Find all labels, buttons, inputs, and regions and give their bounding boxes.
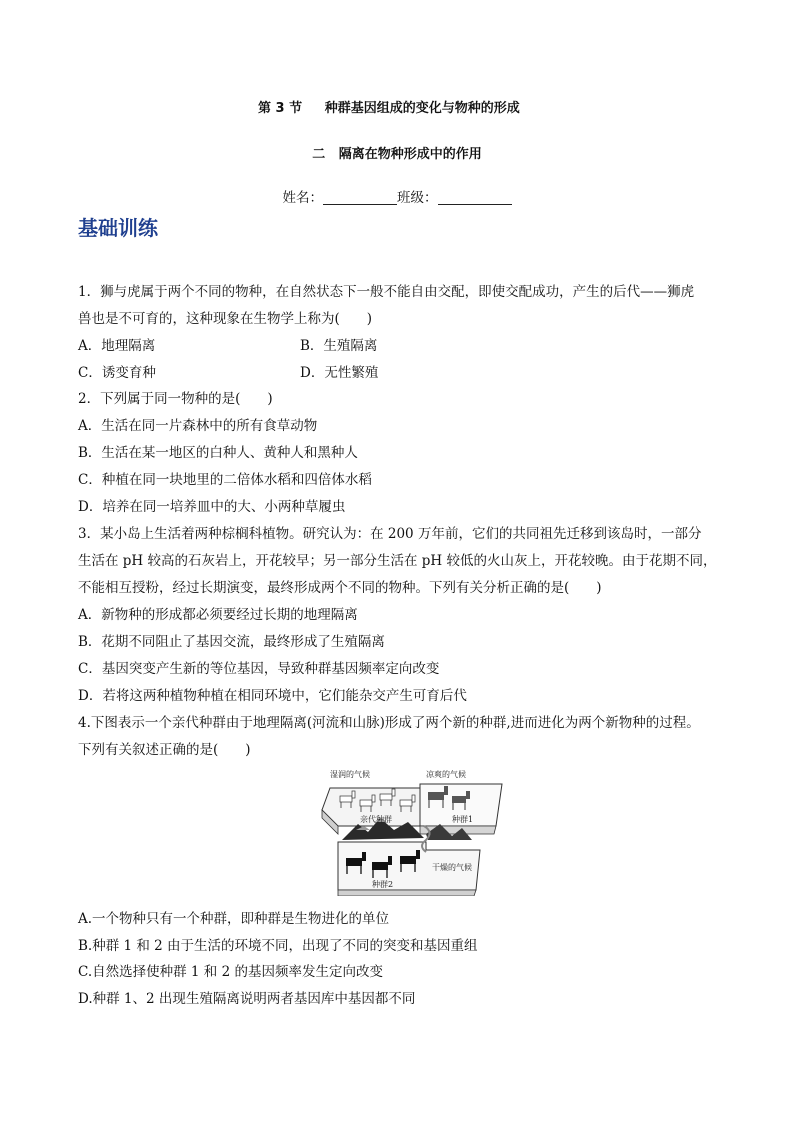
q3-option-a: A．新物种的形成都必须要经过长期的地理隔离 <box>78 607 358 623</box>
name-label: 姓名： <box>282 190 323 206</box>
label-parent: 亲代种群 <box>360 815 392 824</box>
q4-stem-line2: 下列有关叙述正确的是( ) <box>78 742 251 758</box>
q1-option-d: D．无性繁殖 <box>300 365 379 381</box>
q2-option-b: B．生活在某一地区的白种人、黄种人和黑种人 <box>78 445 358 461</box>
q3-option-d: D．若将这两种植物种植在相同环境中，它们能杂交产生可育后代 <box>78 688 467 704</box>
q1-option-a: A．地理隔离 <box>78 338 156 354</box>
q2-option-c: C．种植在同一块地里的二倍体水稻和四倍体水稻 <box>78 472 372 488</box>
q2-stem: 2．下列属于同一物种的是( ) <box>78 391 273 407</box>
q2-option-d: D．培养在同一培养皿中的大、小两种草履虫 <box>78 499 346 515</box>
q4-option-c: C.自然选择使种群 1 和 2 的基因频率发生定向改变 <box>78 964 383 980</box>
class-blank[interactable] <box>438 190 512 205</box>
q3-option-c: C．基因突变产生新的等位基因，导致种群基因频率定向改变 <box>78 661 440 677</box>
q3-stem-line1: 3．某小岛上生活着两种棕榈科植物。研究认为：在 200 万年前，它们的共同祖先迁移到该岛时，一部分 <box>78 526 702 542</box>
section-title: 二 隔离在物种形成中的作用 <box>312 147 482 162</box>
speciation-figure <box>316 766 506 900</box>
q1-stem-line1: 1．狮与虎属于两个不同的物种，在自然状态下一般不能自由交配，即使交配成功，产生的后代——狮虎 <box>78 284 695 300</box>
label-humid: 湿润的气候 <box>330 770 370 779</box>
q1-stem-line2: 兽也是不可育的，这种现象在生物学上称为( ) <box>78 311 373 327</box>
q2-option-a: A．生活在同一片森林中的所有食草动物 <box>78 418 318 434</box>
chapter-title: 第 3 节 种群基因组成的变化与物种的形成 <box>258 101 520 116</box>
q3-stem-line2: 生活在 pH 较高的石灰岩上，开花较早；另一部分生活在 pH 较低的火山灰上，开花较晚。由于花期不同， <box>78 553 717 569</box>
q1-option-b: B．生殖隔离 <box>300 338 378 354</box>
q1-option-c: C．诱变育种 <box>78 365 156 381</box>
label-cool: 凉爽的气候 <box>426 770 466 779</box>
class-label: 班级： <box>397 190 438 206</box>
section-heading: 基础训练 <box>78 216 158 240</box>
q3-stem-line3: 不能相互授粉，经过长期演变，最终形成两个不同的物种。下列有关分析正确的是( ) <box>78 580 602 596</box>
q4-option-b: B.种群 1 和 2 由于生活的环境不同，出现了不同的突变和基因重组 <box>78 938 478 954</box>
q4-stem-line1: 4.下图表示一个亲代种群由于地理隔离(河流和山脉)形成了两个新的种群,进而进化为两个新物种的过程。 <box>78 715 700 731</box>
name-blank[interactable] <box>323 190 397 205</box>
student-info-line <box>0 186 794 206</box>
label-dry: 干燥的气候 <box>432 863 472 872</box>
label-pop2: 种群2 <box>372 880 394 889</box>
q4-option-a: A.一个物种只有一个种群，即种群是生物进化的单位 <box>78 911 390 927</box>
q4-option-d: D.种群 1、2 出现生殖隔离说明两者基因库中基因都不同 <box>78 991 416 1007</box>
q3-option-b: B．花期不同阻止了基因交流，最终形成了生殖隔离 <box>78 634 385 650</box>
label-pop1: 种群1 <box>452 815 474 824</box>
